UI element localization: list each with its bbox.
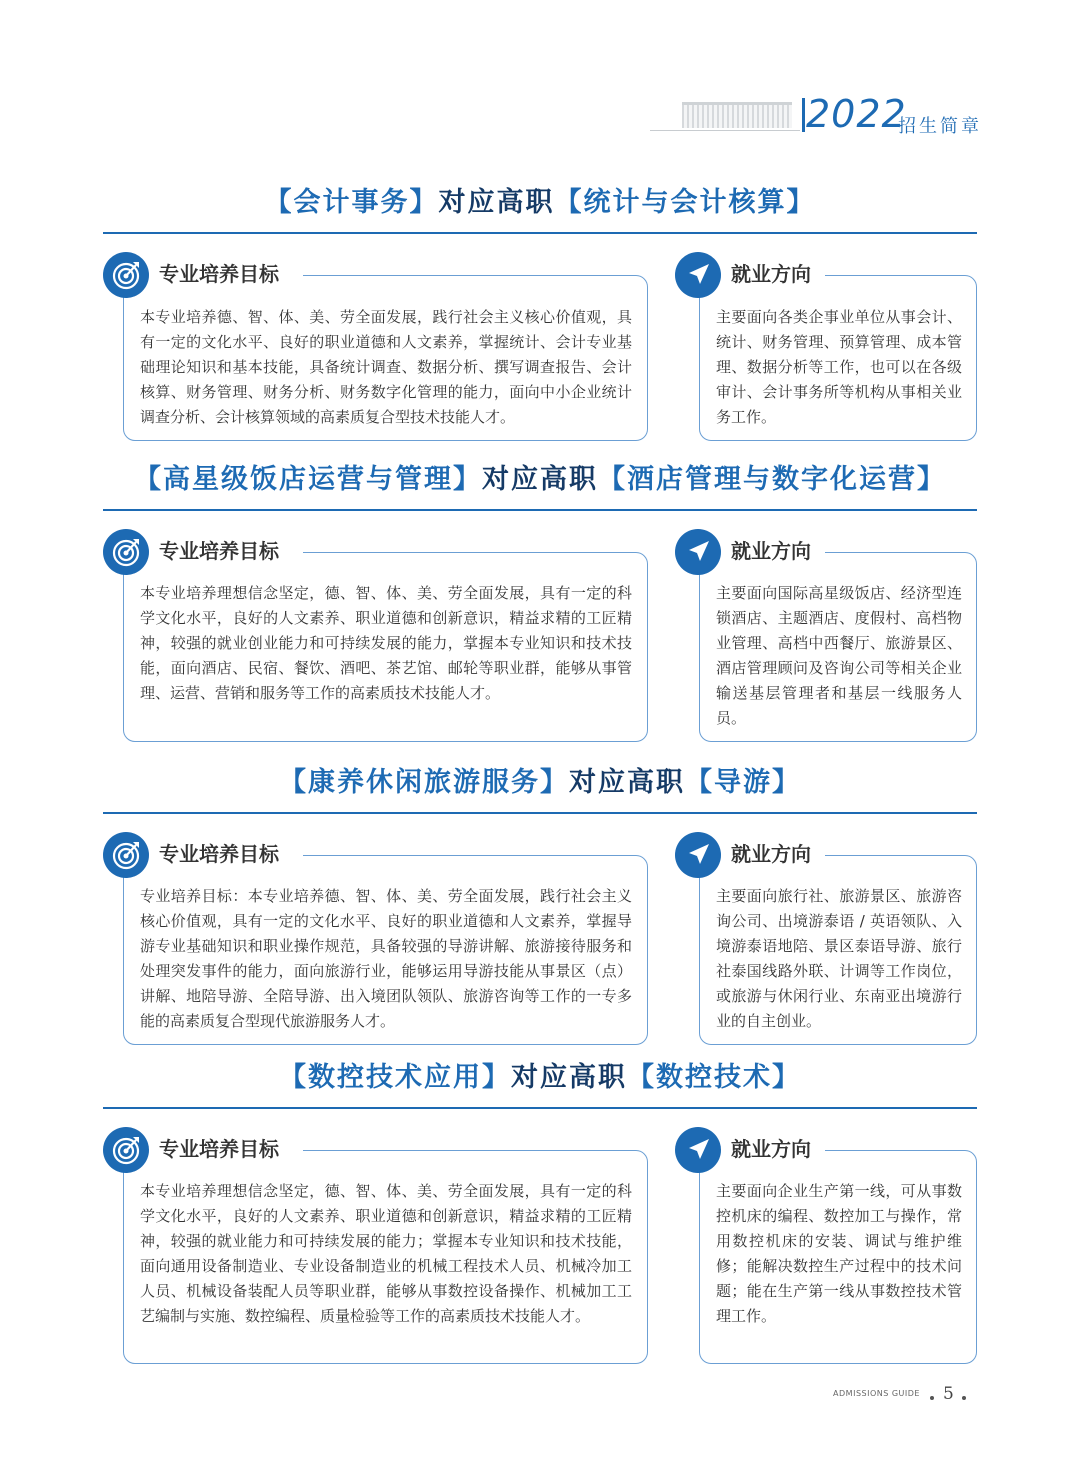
- goal-label: 专业培养目标: [103, 832, 303, 868]
- job-box: [699, 552, 977, 742]
- section-rule: [103, 509, 977, 511]
- target-icon: [103, 832, 149, 878]
- job-text: 主要面向各类企事业单位从事会计、统计、财务管理、预算管理、成本管理、数据分析等工作，也可以在各级审计、会计事务所等机构从事相关业务工作。: [716, 308, 962, 426]
- job-label: 就业方向: [675, 529, 825, 565]
- major-section-tourism: [103, 760, 977, 1050]
- goal-box: [123, 855, 648, 1045]
- page-number: 5: [943, 1384, 954, 1404]
- goal-box: [123, 275, 648, 441]
- footer-dot-left: [930, 1396, 934, 1400]
- section-rule: [103, 232, 977, 234]
- goal-text: 专业培养目标：本专业培养德、智、体、美、劳全面发展，践行社会主义核心价值观，具有一定的文化水平、良好的职业道德和人文素养，掌握导游专业基础知识和职业操作规范，具备较强的导游讲解、旅游接待服务和处理突发事件的能力，面向旅游行业，能够运用导游技能从事景区（点）讲解、地陪导游、全陪导游、出入境团队领队、旅游咨询等工作的一专多能的高素质复合型现代旅游服务人才。: [140, 887, 632, 1030]
- job-text: 主要面向企业生产第一线，可从事数控机床的编程、数控加工与操作，常用数控机床的安装、调试与维护维修；能解决数控生产过程中的技术问题；能在生产第一线从事数控技术管理工作。: [716, 1182, 962, 1325]
- section-title: 【数控技术应用】对应高职【数控技术】: [279, 1062, 801, 1093]
- job-box: [699, 1150, 977, 1364]
- navigation-arrow-icon: [675, 529, 721, 575]
- job-box: [699, 275, 977, 441]
- section-title: 【会计事务】对应高职【统计与会计核算】: [264, 187, 816, 218]
- goal-box: [123, 1150, 648, 1364]
- navigation-arrow-icon: [675, 832, 721, 878]
- target-icon: [103, 1127, 149, 1173]
- job-label: 就业方向: [675, 252, 825, 288]
- goal-text: 本专业培养德、智、体、美、劳全面发展，践行社会主义核心价值观，具有一定的文化水平、良好的职业道德和人文素养，掌握统计、会计专业基础理论知识和基本技能，具备统计调查、数据分析、撰写调查报告、会计核算、财务管理、财务分析、财务数字化管理的能力，面向中小企业统计调查分析、会计核算领域的高素质复合型技术技能人才。: [140, 308, 632, 426]
- header-year: 2022: [806, 92, 907, 136]
- job-text: 主要面向国际高星级饭店、经济型连锁酒店、主题酒店、度假村、高档物业管理、高档中西餐厅、旅游景区、酒店管理顾问及咨询公司等相关企业输送基层管理者和基层一线服务人员。: [716, 584, 962, 727]
- goal-label: 专业培养目标: [103, 529, 303, 565]
- goal-label: 专业培养目标: [103, 252, 303, 288]
- goal-text: 本专业培养理想信念坚定，德、智、体、美、劳全面发展，具有一定的科学文化水平，良好的人文素养、职业道德和创新意识，精益求精的工匠精神，较强的就业能力和可持续发展的能力；掌握本专业知识和技术技能，面向通用设备制造业、专业设备制造业的机械工程技术人员、机械冷加工人员、机械设备装配人员等职业群，能够从事数控设备操作、机械加工工艺编制与实施、数控编程、质量检验等工作的高素质技术技能人才。: [140, 1182, 632, 1325]
- navigation-arrow-icon: [675, 252, 721, 298]
- footer-guide-label: ADMISSIONS GUIDE: [833, 1389, 920, 1398]
- job-text: 主要面向旅行社、旅游景区、旅游咨询公司、出境游泰语 / 英语领队、入境游泰语地陪、景区泰语导游、旅行社泰国线路外联、计调等工作岗位，或旅游与休闲行业、东南亚出境游行业的自主创业。: [716, 887, 962, 1030]
- section-title: 【高星级饭店运营与管理】对应高职【酒店管理与数字化运营】: [134, 464, 946, 495]
- header-divider: [802, 98, 805, 132]
- header-subtitle: 招生简章: [898, 116, 982, 137]
- job-box: [699, 855, 977, 1045]
- header-rule: [650, 130, 800, 131]
- goal-box: [123, 552, 648, 742]
- building-illustration: [682, 102, 792, 128]
- major-section-hotel: [103, 457, 977, 747]
- goal-text: 本专业培养理想信念坚定，德、智、体、美、劳全面发展，具有一定的科学文化水平，良好的人文素养、职业道德和创新意识，精益求精的工匠精神，较强的就业创业能力和可持续发展的能力，掌握本专业知识和技术技能，面向酒店、民宿、餐饮、酒吧、茶艺馆、邮轮等职业群，能够从事管理、运营、营销和服务等工作的高素质技术技能人才。: [140, 584, 632, 702]
- page-header: [650, 92, 990, 142]
- target-icon: [103, 252, 149, 298]
- major-section-accounting: [103, 180, 977, 444]
- major-section-cnc: [103, 1055, 977, 1367]
- section-title: 【康养休闲旅游服务】对应高职【导游】: [279, 767, 801, 798]
- target-icon: [103, 529, 149, 575]
- job-label: 就业方向: [675, 832, 825, 868]
- job-label: 就业方向: [675, 1127, 825, 1163]
- navigation-arrow-icon: [675, 1127, 721, 1173]
- section-rule: [103, 1107, 977, 1109]
- goal-label: 专业培养目标: [103, 1127, 303, 1163]
- footer-dot-right: [962, 1396, 966, 1400]
- section-rule: [103, 812, 977, 814]
